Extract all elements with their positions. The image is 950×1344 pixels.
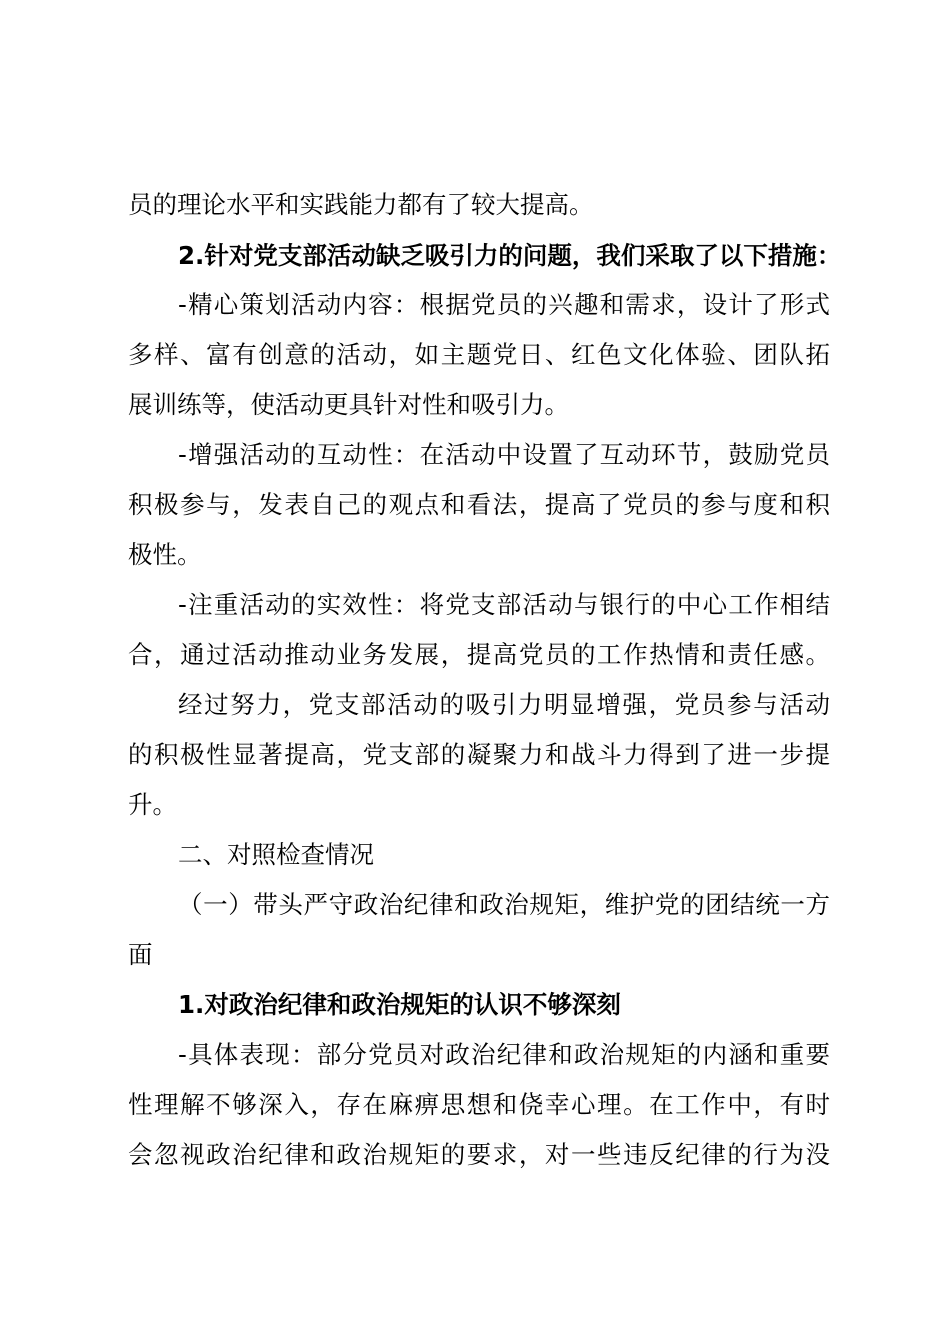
paragraph-line: 积极参与，发表自己的观点和看法，提高了党员的参与度和积: [128, 490, 830, 519]
paragraph-line: 展训练等，使活动更具针对性和吸引力。: [128, 390, 569, 419]
subsection-title-continued: 面: [128, 940, 153, 969]
section-title: 二、对照检查情况: [178, 840, 374, 869]
paragraph-line: 性理解不够深入，存在麻痹思想和侥幸心理。在工作中，有时: [128, 1090, 830, 1119]
paragraph-line: -精心策划活动内容：根据党员的兴趣和需求，设计了形式: [178, 290, 830, 319]
paragraph-line: -注重活动的实效性：将党支部活动与银行的中心工作相结: [178, 590, 830, 619]
paragraph-line: 升。: [128, 790, 177, 819]
paragraph-line: 员的理论水平和实践能力都有了较大提高。: [128, 190, 594, 219]
paragraph-line: 会忽视政治纪律和政治规矩的要求，对一些违反纪律的行为没: [128, 1140, 830, 1169]
subsection-title: （一）带头严守政治纪律和政治规矩，维护党的团结统一方: [178, 890, 830, 919]
paragraph-line: 经过努力，党支部活动的吸引力明显增强，党员参与活动: [178, 690, 830, 719]
paragraph-line: 的积极性显著提高，党支部的凝聚力和战斗力得到了进一步提: [128, 740, 830, 769]
paragraph-line: 合，通过活动推动业务发展，提高党员的工作热情和责任感。: [128, 640, 830, 669]
section-heading: 2.针对党支部活动缺乏吸引力的问题，我们采取了以下措施：: [178, 241, 842, 270]
paragraph-line: -具体表现：部分党员对政治纪律和政治规矩的内涵和重要: [178, 1040, 830, 1069]
paragraph-line: 极性。: [128, 540, 202, 569]
paragraph-line: -增强活动的互动性：在活动中设置了互动环节，鼓励党员: [178, 440, 830, 469]
paragraph-line: 多样、富有创意的活动，如主题党日、红色文化体验、团队拓: [128, 340, 830, 369]
item-heading: 1.对政治纪律和政治规矩的认识不够深刻: [178, 990, 621, 1019]
